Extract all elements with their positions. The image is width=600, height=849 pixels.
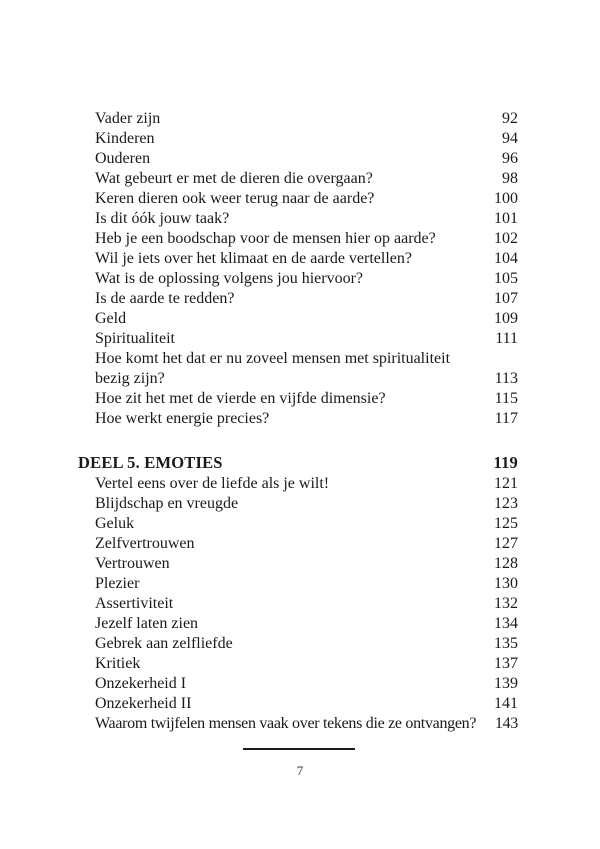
- toc-entry-page: 107: [494, 290, 518, 307]
- toc-entry-title: Vader zijn: [95, 110, 161, 127]
- toc-entry: [95, 129, 518, 149]
- toc-entry-title: Is de aarde te redden?: [95, 290, 235, 307]
- toc-entry-page: 143: [494, 715, 518, 732]
- toc-entry: [95, 229, 518, 249]
- toc-entry: [95, 534, 518, 554]
- toc-entry-title: Assertiviteit: [95, 595, 174, 612]
- toc-entry-page: 92: [502, 110, 518, 127]
- toc-entry-page: 141: [494, 695, 518, 712]
- toc-entry-page: 101: [494, 210, 518, 227]
- toc-entry-page: 121: [494, 475, 518, 492]
- toc-entry: [95, 694, 518, 714]
- toc-entry-page: 123: [494, 495, 518, 512]
- toc-entry-title: bezig zijn?: [95, 370, 165, 387]
- toc-entry-title: Heb je een boodschap voor de mensen hier op aarde?: [95, 230, 436, 247]
- toc-entry-page: 139: [494, 675, 518, 692]
- toc-entry: [95, 169, 518, 189]
- toc-entry: [95, 514, 518, 534]
- toc-entry-title: Plezier: [95, 575, 140, 592]
- toc-entry: [95, 109, 518, 129]
- toc-entry: [95, 249, 518, 269]
- footer-rule: [243, 748, 355, 750]
- toc-entry: [95, 309, 518, 329]
- toc-entry-title: Geld: [95, 310, 127, 327]
- toc-entry-page: 105: [494, 270, 518, 287]
- toc-entry-page: 130: [494, 575, 518, 592]
- toc-entry: [95, 209, 518, 229]
- toc-entry-page: 134: [494, 615, 518, 632]
- toc-entry-page: 102: [494, 230, 518, 247]
- toc-entry-title: Spiritualiteit: [95, 330, 175, 347]
- toc-entry-page: 125: [494, 515, 518, 532]
- toc-entry-title: Wat is de oplossing volgens jou hiervoor?: [95, 270, 364, 287]
- toc-entry-title: Kinderen: [95, 130, 155, 147]
- toc-entry-page: 104: [494, 250, 518, 267]
- page-number: 7: [296, 763, 304, 778]
- toc-entry-title: Wat gebeurt er met de dieren die overgaan?: [95, 170, 373, 187]
- toc-entry: [95, 494, 518, 514]
- toc-entry: [95, 654, 518, 674]
- toc-entry: [95, 674, 518, 694]
- toc-entry-title: Geluk: [95, 515, 135, 532]
- toc-entry: [95, 289, 518, 309]
- toc-entry-title: Hoe komt het dat er nu zoveel mensen met spiritualiteit: [95, 350, 451, 367]
- toc-entry-title: Keren dieren ook weer terug naar de aarde?: [95, 190, 375, 207]
- toc-entry-title: Onzekerheid I: [95, 675, 187, 692]
- toc-entry-page: 132: [494, 595, 518, 612]
- toc-entry: [95, 149, 518, 169]
- toc-entry-title: Blijdschap en vreugde: [95, 495, 239, 512]
- toc-entry: [95, 594, 518, 614]
- toc-entry-page: 96: [502, 150, 518, 167]
- toc-entry-page: 109: [494, 310, 518, 327]
- toc-entry-title: Vertel eens over de liefde als je wilt!: [95, 475, 330, 492]
- toc-entry: [95, 634, 518, 654]
- toc-entry: [95, 329, 518, 349]
- toc-entry: [95, 409, 518, 429]
- toc-entry: [95, 189, 518, 209]
- toc-entry: [95, 574, 518, 594]
- section-heading: [78, 452, 518, 474]
- toc-entry: [95, 554, 518, 574]
- toc-entry-page: 94: [502, 130, 518, 147]
- toc-entry-title: Hoe zit het met de vierde en vijfde dimensie?: [95, 390, 386, 407]
- toc-entry-title: Ouderen: [95, 150, 151, 167]
- toc-entry-page: 100: [494, 190, 518, 207]
- toc-entry-title: Waarom twijfelen mensen vaak over tekens die ze ontvangen?: [95, 715, 477, 732]
- toc-entry-title: Hoe werkt energie precies?: [95, 410, 270, 427]
- toc-entry-title: Kritiek: [95, 655, 141, 672]
- toc-entry: [95, 389, 518, 409]
- toc-entry: [95, 269, 518, 289]
- toc-entry: [95, 714, 518, 734]
- toc-entry-page: 128: [494, 555, 518, 572]
- toc-entry: [95, 369, 518, 389]
- toc-entry: [95, 614, 518, 634]
- toc-entry-page: 98: [502, 170, 518, 187]
- toc-entry-page: 137: [494, 655, 518, 672]
- toc-entry-page: 135: [494, 635, 518, 652]
- toc-entry-title: Wil je iets over het klimaat en de aarde vertellen?: [95, 250, 412, 267]
- toc-entry-title: Onzekerheid II: [95, 695, 192, 712]
- toc-entry-title: Jezelf laten zien: [95, 615, 199, 632]
- section-heading-title: DEEL 5. EMOTIES: [78, 453, 223, 472]
- toc-entry: [95, 474, 518, 494]
- section-heading-page: 119: [493, 453, 518, 472]
- toc-entry-page: 115: [494, 390, 518, 407]
- toc-entry-page: 111: [495, 330, 518, 347]
- toc-entry-title: Is dit óók jouw taak?: [95, 210, 230, 227]
- toc-entry-page: 127: [494, 535, 518, 552]
- toc-entry-title: Gebrek aan zelfliefde: [95, 635, 233, 652]
- toc-entry-title: Zelfvertrouwen: [95, 535, 195, 552]
- toc-entry: [95, 349, 518, 369]
- toc-entry-title: Vertrouwen: [95, 555, 170, 572]
- toc-entry-page: 117: [494, 410, 518, 427]
- toc-entry-page: 113: [494, 370, 518, 387]
